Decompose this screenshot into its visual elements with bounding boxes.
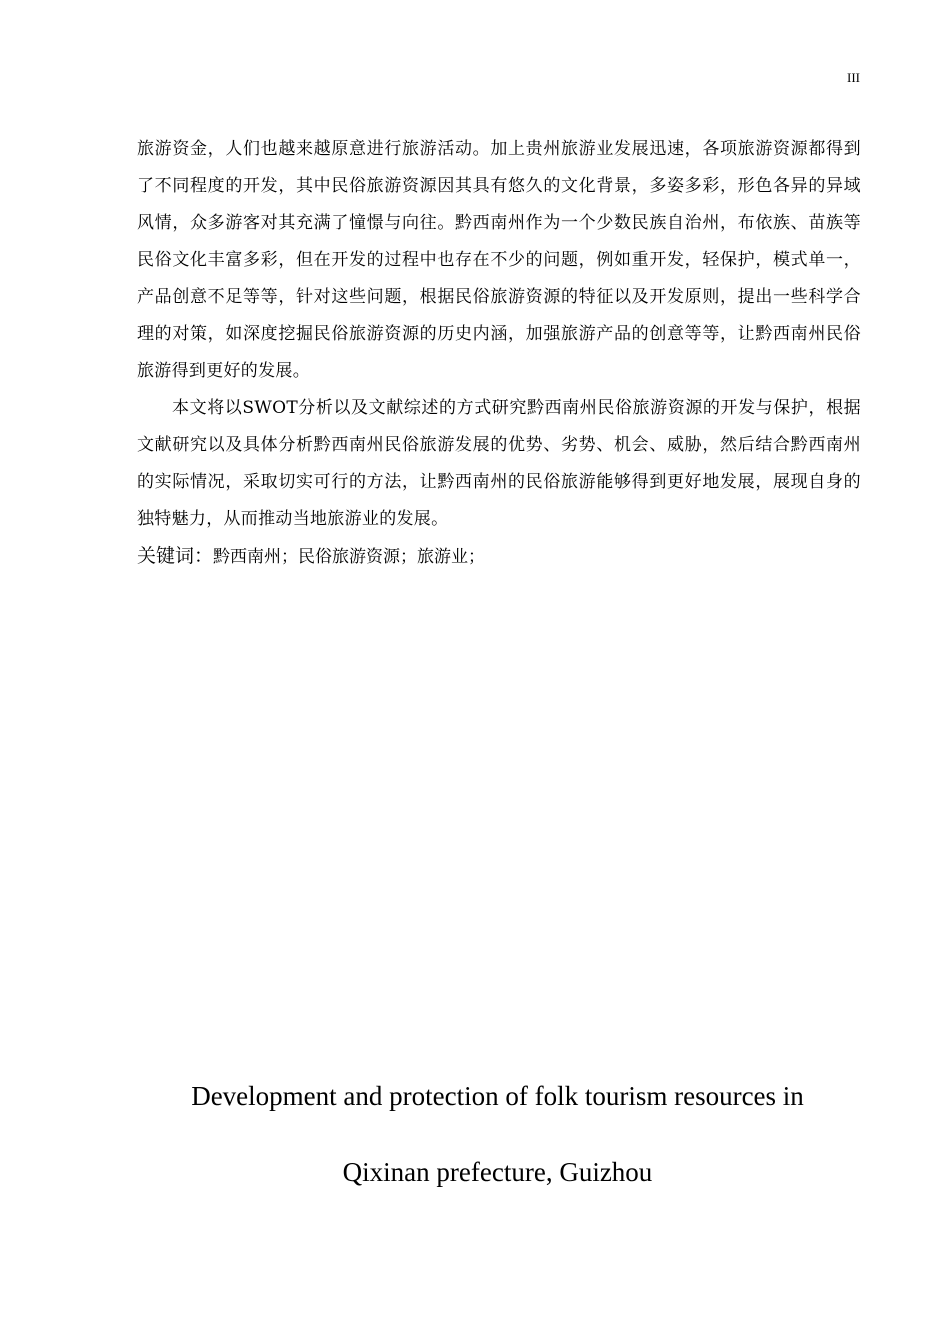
abstract-paragraph-1: 旅游资金，人们也越来越原意进行旅游活动。加上贵州旅游业发展迅速，各项旅游资源都得到了不同程度的开发，其中民俗旅游资源因其具有悠久的文化背景，多姿多彩，形色各异的异域风情，众多游客对其充满了憧憬与向往。黔西南州作为一个少数民族自治州，布依族、苗族等民俗文化丰富多彩，但在开发的过程中也存在不少的问题，例如重开发，轻保护，模式单一，产品创意不足等等，针对这些问题，根据民俗旅游资源的特征以及开发原则，提出一些科学合理的对策，如深度挖掘民俗旅游资源的历史内涵，加强旅游产品的创意等等，让黔西南州民俗旅游得到更好的发展。 <box>137 139 861 381</box>
keywords-label: 关键词： <box>137 545 214 567</box>
keywords-value: 黔西南州；民俗旅游资源；旅游业； <box>213 547 486 567</box>
english-title-line-2: Qixinan prefecture, Guizhou <box>342 1157 653 1187</box>
page-number: III <box>847 70 860 85</box>
abstract-body <box>137 131 861 573</box>
english-title-line-1: Development and protection of folk tourism resources in <box>191 1081 804 1111</box>
keywords-line <box>137 540 861 573</box>
abstract-paragraph-2: 本文将以SWOT分析以及文献综述的方式研究黔西南州民俗旅游资源的开发与保护，根据文献研究以及具体分析黔西南州民俗旅游发展的优势、劣势、机会、威胁，然后结合黔西南州的实际情况，采取切实可行的方法，让黔西南州的民俗旅游能够得到更好地发展，展现自身的独特魅力，从而推动当地旅游业的发展。 <box>137 398 861 529</box>
english-title <box>100 1058 895 1210</box>
